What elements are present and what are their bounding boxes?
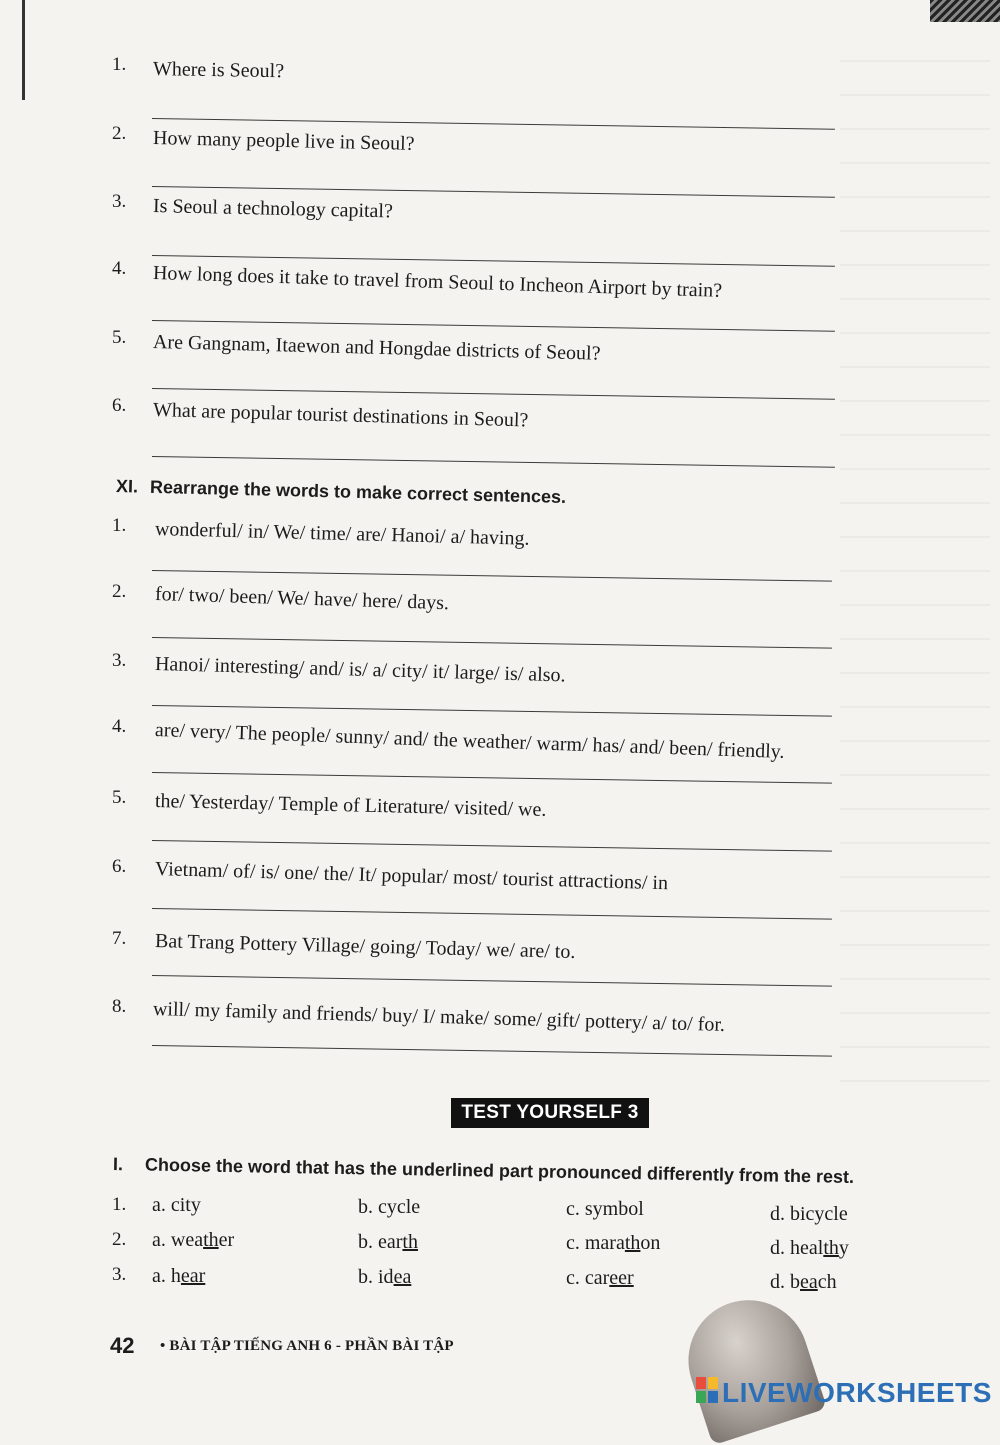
question-text: Are Gangnam, Itaewon and Hongdae districts of Seoul?: [152, 331, 601, 365]
answer-line[interactable]: [152, 637, 832, 649]
section-xi-heading: [116, 476, 567, 508]
section-number: XI.: [115, 476, 139, 497]
option-b[interactable]: b. idea: [358, 1266, 412, 1288]
scrambled-sentence: for/ two/ been/ We/ have/ here/ days.: [154, 583, 450, 615]
bleed-through-shadow: [840, 60, 990, 1110]
item-number: 6.: [112, 856, 127, 877]
option-c[interactable]: c. career: [566, 1267, 634, 1289]
option-a[interactable]: a. weather: [152, 1229, 235, 1251]
option-b[interactable]: b. earth: [358, 1231, 418, 1253]
option-b[interactable]: b. cycle: [358, 1196, 421, 1218]
scrambled-sentence: the/ Yesterday/ Temple of Literature/ visited/ we.: [154, 790, 547, 821]
liveworksheets-watermark[interactable]: LIVEWORKSHEETS: [722, 1377, 992, 1408]
question-number: 1.: [112, 54, 127, 75]
question-number: 4.: [112, 258, 127, 279]
answer-line[interactable]: [152, 388, 835, 400]
option-d[interactable]: d. healthy: [770, 1237, 849, 1259]
item-number: 2.: [112, 1229, 127, 1250]
scrambled-sentence: wonderful/ in/ We/ time/ are/ Hanoi/ a/ having.: [154, 518, 530, 550]
item-number: 3.: [112, 1264, 127, 1285]
item-number: 5.: [112, 787, 127, 808]
answer-line[interactable]: [152, 975, 832, 987]
answer-line[interactable]: [152, 320, 835, 332]
answer-line[interactable]: [152, 570, 832, 582]
option-c[interactable]: c. marathon: [566, 1232, 661, 1254]
item-number: 7.: [112, 928, 127, 949]
question-number: 2.: [112, 123, 127, 144]
section-instruction: Choose the word that has the underlined part pronounced differently from the rest.: [144, 1154, 855, 1187]
question-text: Where is Seoul?: [152, 58, 285, 83]
option-d[interactable]: d. beach: [770, 1271, 837, 1293]
scrambled-sentence: Bat Trang Pottery Village/ going/ Today/ we/ are/ to.: [154, 930, 576, 964]
section-instruction: Rearrange the words to make correct sentences.: [149, 476, 567, 507]
item-number: 3.: [112, 650, 127, 671]
page-number: 42: [110, 1333, 135, 1358]
scrambled-sentence: will/ my family and friends/ buy/ I/ make/ some/ gift/ pottery/ a/ to/ for.: [152, 998, 726, 1036]
option-c[interactable]: c. symbol: [566, 1198, 644, 1220]
answer-line[interactable]: [152, 186, 835, 198]
option-a[interactable]: a. hear: [152, 1265, 206, 1287]
question-number: 3.: [112, 191, 127, 212]
answer-line[interactable]: [152, 908, 832, 920]
section-number: I.: [112, 1154, 124, 1175]
left-margin-mark: [22, 0, 25, 100]
option-d[interactable]: d. bicycle: [770, 1203, 848, 1225]
question-text: How many people live in Seoul?: [152, 127, 415, 155]
test-yourself-banner: TEST YOURSELF 3: [451, 1098, 649, 1128]
question-number: 5.: [112, 327, 127, 348]
footer-book-title: • BÀI TẬP TIẾNG ANH 6 - PHẦN BÀI TẬP: [160, 1338, 454, 1354]
item-number: 8.: [112, 996, 127, 1017]
answer-line[interactable]: [152, 705, 832, 717]
scrambled-sentence: Hanoi/ interesting/ and/ is/ a/ city/ it/ large/ is/ also.: [154, 653, 566, 687]
question-text: What are popular tourist destinations in Seoul?: [152, 399, 529, 432]
item-number: 1.: [112, 515, 127, 536]
thumb-in-photo: [673, 1285, 827, 1445]
page-corner-edge: [930, 0, 1000, 22]
answer-line[interactable]: [152, 840, 832, 852]
item-number: 4.: [112, 716, 127, 737]
question-number: 6.: [112, 395, 127, 416]
item-number: 1.: [112, 1194, 127, 1215]
option-a[interactable]: a. city: [152, 1194, 201, 1216]
scrambled-sentence: Vietnam/ of/ is/ one/ the/ It/ popular/ most/ tourist attractions/ in: [154, 858, 669, 895]
question-text: Is Seoul a technology capital?: [152, 195, 394, 223]
answer-line[interactable]: [152, 1045, 832, 1057]
answer-line[interactable]: [152, 772, 832, 784]
scrambled-sentence: are/ very/ The people/ sunny/ and/ the weather/ warm/ has/ and/ been/ friendly.: [154, 719, 785, 763]
section-i-heading: [113, 1154, 854, 1188]
item-number: 2.: [112, 581, 127, 602]
answer-line[interactable]: [152, 118, 835, 130]
question-text: How long does it take to travel from Seoul to Incheon Airport by train?: [152, 262, 723, 302]
answer-line[interactable]: [152, 456, 835, 468]
liveworksheets-logo-icon: [696, 1377, 718, 1403]
